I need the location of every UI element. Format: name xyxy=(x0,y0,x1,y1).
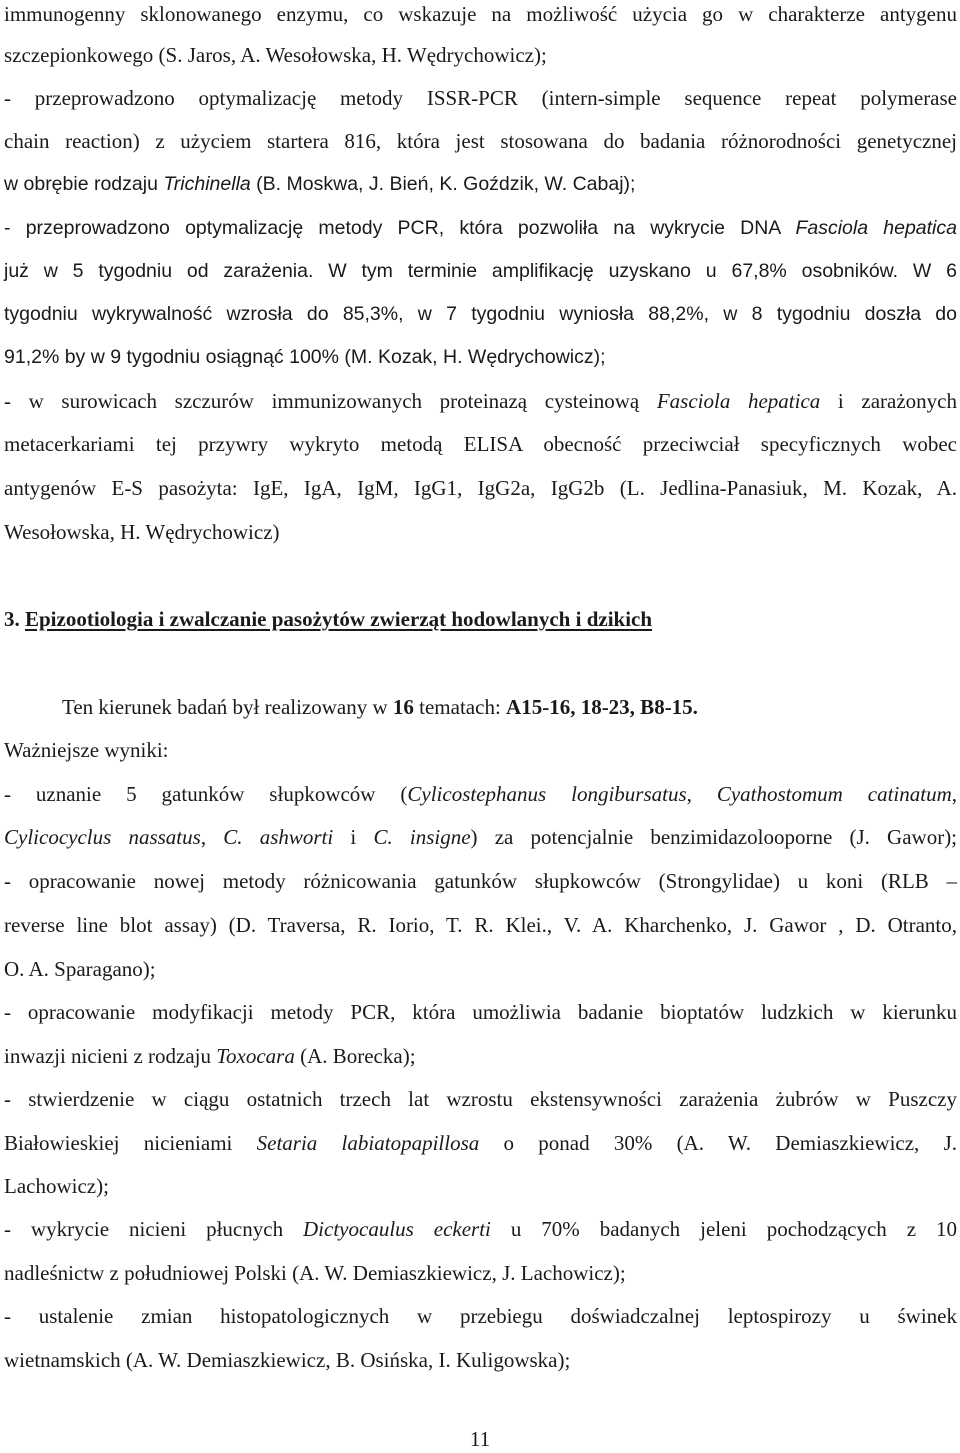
text-line: metacerkariami tej przywry wykryto metodą ELISA obecność przeciwciał specyficznych wobec xyxy=(4,432,957,456)
text-line: immunogenny sklonowanego enzymu, co wskazuje na możliwość użycia go w charakterze antygenu xyxy=(4,2,957,26)
text-line: 91,2% by w 9 tygodniu osiągnąć 100% (M. Kozak, H. Wędrychowicz); xyxy=(4,346,606,368)
species-name: C. insigne xyxy=(373,825,471,849)
text-line: - przeprowadzono optymalizację metody ISSR-PCR (intern-simple sequence repeat polymerase xyxy=(4,86,957,110)
result-line: - uznanie 5 gatunków słupkowców (Cylicostephanus longibursatus, Cyathostomum catinatum, xyxy=(4,782,958,806)
text-line: w obrębie rodzaju Trichinella (B. Moskwa, J. Bień, K. Goździk, W. Cabaj); xyxy=(4,173,636,195)
text-line: tygodniu wykrywalność wzrosła do 85,3%, w 7 tygodniu wyniosła 88,2%, w 8 tygodniu doszła do xyxy=(4,303,957,325)
result-line: - stwierdzenie w ciągu ostatnich trzech lat wzrostu ekstensywności zarażenia żubrów w Puszczy xyxy=(4,1087,957,1111)
result-line: wietnamskich (A. W. Demiaszkiewicz, B. Osińska, I. Kuligowska); xyxy=(4,1348,571,1372)
result-line: O. A. Sparagano); xyxy=(4,957,156,981)
result-line: - opracowanie modyfikacji metody PCR, która umożliwia badanie bioptatów ludzkich w kierunku xyxy=(4,1000,957,1024)
page-number: 11 xyxy=(469,1427,491,1451)
result-line: nadleśnictw z południowej Polski (A. W. Demiaszkiewicz, J. Lachowicz); xyxy=(4,1261,626,1285)
species-name: Setaria labiatopapillosa xyxy=(256,1131,480,1155)
section-intro: Ten kierunek badań był realizowany w 16 tematach: A15-16, 18-23, B8-15. xyxy=(62,695,698,719)
result-line: inwazji nicieni z rodzaju Toxocara (A. Borecka); xyxy=(4,1044,416,1068)
text-line: Wesołowska, H. Wędrychowicz) xyxy=(4,520,280,544)
species-name: Fasciola hepatica xyxy=(656,389,821,413)
species-name: Cyathostomum catinatum xyxy=(716,782,952,806)
species-name: Toxocara xyxy=(216,1044,295,1068)
result-line: - ustalenie zmian histopatologicznych w przebiegu doświadczalnej leptospirozy u świnek xyxy=(4,1304,957,1328)
result-line: reverse line blot assay) (D. Traversa, R. Iorio, T. R. Klei., V. A. Kharchenko, J. Gawor , D. Otranto, xyxy=(4,913,957,937)
species-name: Fasciola hepatica xyxy=(795,217,957,239)
topic-list: A15-16, 18-23, B8-15. xyxy=(506,695,698,719)
topic-count: 16 xyxy=(392,695,414,719)
text-line: - w surowicach szczurów immunizowanych proteinazą cysteinową Fasciola hepatica i zarażonych xyxy=(4,389,957,413)
section-heading xyxy=(4,605,957,633)
species-name: Dictyocaulus eckerti xyxy=(303,1217,491,1241)
result-line: - wykrycie nicieni płucnych Dictyocaulus eckerti u 70% badanych jeleni pochodzących z 10 xyxy=(4,1217,957,1241)
species-name: Cylicocyclus nassatus xyxy=(4,825,201,849)
species-name: Trichinella xyxy=(163,173,251,195)
section-number: 3. xyxy=(4,607,20,631)
text-line: antygenów E-S pasożyta: IgE, IgA, IgM, IgG1, IgG2a, IgG2b (L. Jedlina-Panasiuk, M. Kozak, A. xyxy=(4,476,957,500)
section-title: Epizootiologia i zwalczanie pasożytów zwierząt hodowlanych i dzikich xyxy=(25,607,653,631)
result-line: Lachowicz); xyxy=(4,1174,109,1198)
text-line: szczepionkowego (S. Jaros, A. Wesołowska, H. Wędrychowicz); xyxy=(4,43,547,67)
species-name: C. ashworti xyxy=(223,825,334,849)
text-line: już w 5 tygodniu od zarażenia. W tym terminie amplifikację uzyskano u 67,8% osobników. W 6 xyxy=(4,260,957,282)
result-line: Cylicocyclus nassatus, C. ashworti i C. insigne) za potencjalnie benzimidazolooporne (J. Gawor); xyxy=(4,825,958,849)
species-name: Cylicostephanus longibursatus xyxy=(407,782,687,806)
results-label: Ważniejsze wyniki: xyxy=(4,738,169,762)
result-line: Białowieskiej nicieniami Setaria labiatopapillosa o ponad 30% (A. W. Demiaszkiewicz, J. xyxy=(4,1131,957,1155)
result-line: - opracowanie nowej metody różnicowania gatunków słupkowców (Strongylidae) u koni (RLB – xyxy=(4,869,957,893)
text-line: chain reaction) z użyciem startera 816, która jest stosowana do badania różnorodności genetycznej xyxy=(4,129,957,153)
text-line: - przeprowadzono optymalizację metody PCR, która pozwoliła na wykrycie DNA Fasciola hepatica xyxy=(4,217,957,239)
